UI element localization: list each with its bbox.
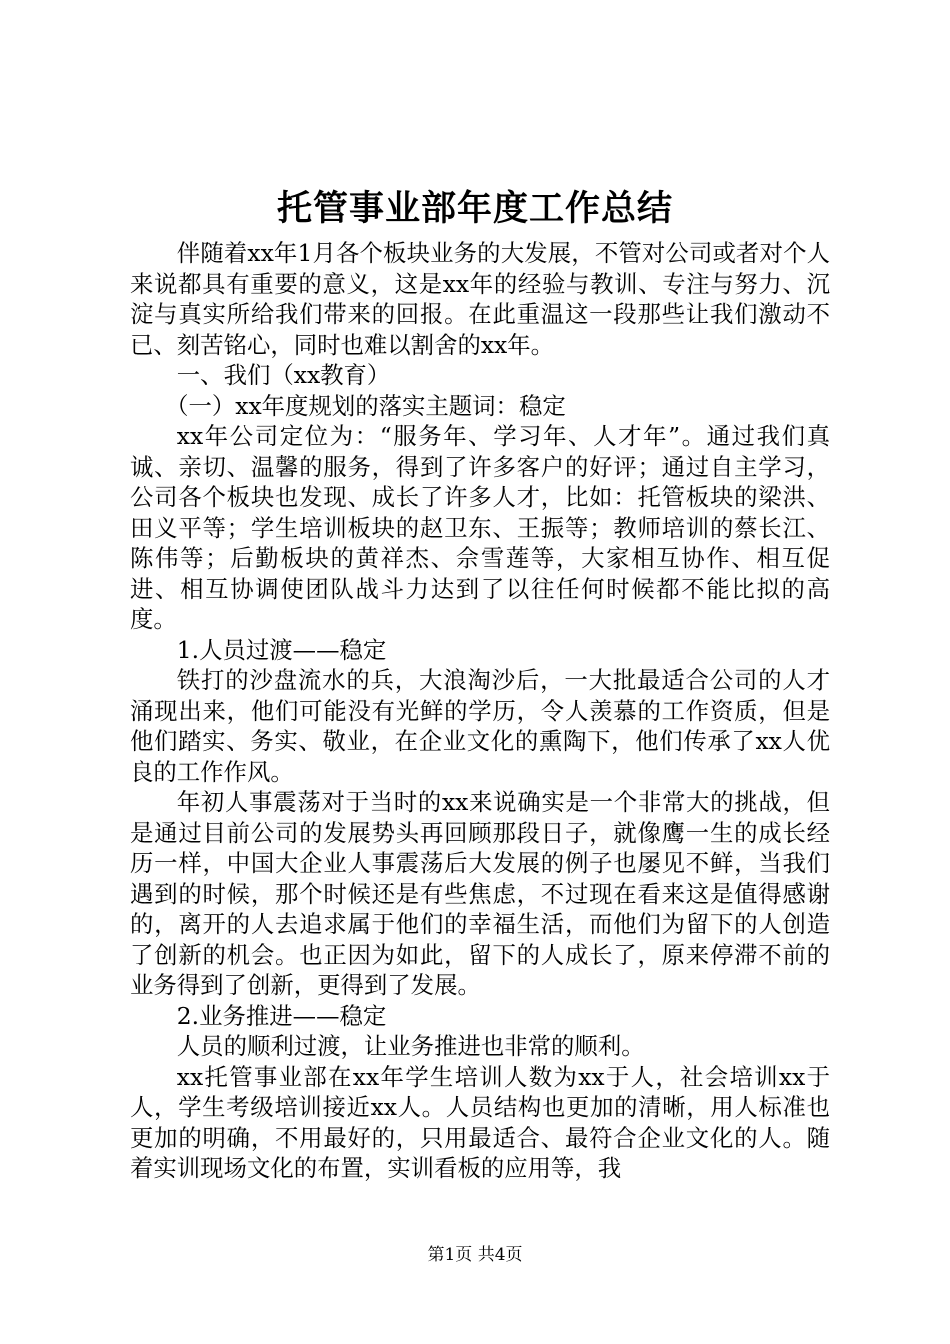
paragraph-training-stats: xx托管事业部在xx年学生培训人数为xx于人，社会培训xx于人，学生考级培训接近xx人。人员结构也更加的清晰，用人标准也更加的明确，不用最好的，只用最适合、最符合企业文化的人。随着实训现场文化的布置，实训看板的应用等，我: [130, 1062, 830, 1182]
paragraph-intro: 伴随着xx年1月各个板块业务的大发展，不管对公司或者对个人来说都具有重要的意义，这是xx年的经验与教训、专注与努力、沉淀与真实所给我们带来的回报。在此重温这一段那些让我们激动不已、刻苦铭心，同时也难以割舍的xx年。: [130, 239, 830, 359]
subsection-heading-1: （一）xx年度规划的落实主题词：稳定: [165, 391, 566, 420]
paragraph-personnel-change: 年初人事震荡对于当时的xx来说确实是一个非常大的挑战，但是通过目前公司的发展势头再回顾那段日子，就像鹰一生的成长经历一样，中国大企业人事震荡后大发展的例子也屡见不鲜，当我们遇到的时候，那个时候还是有些焦虑，不过现在看来这是值得感谢的，离开的人去追求属于他们的幸福生活，而他们为留下的人创造了创新的机会。也正因为如此，留下的人成长了，原来停滞不前的业务得到了创新，更得到了发展。: [130, 788, 830, 999]
item-heading-2: 2.业务推进——稳定: [176, 1001, 387, 1030]
paragraph-personnel: 铁打的沙盘流水的兵，大浪淘沙后，一大批最适合公司的人才涌现出来，他们可能没有光鲜的学历，令人羡慕的工作资质，但是他们踏实、务实、敬业，在企业文化的熏陶下，他们传承了xx人优良的工作作风。: [130, 666, 830, 786]
page-footer: 第1页 共4页: [427, 1245, 523, 1265]
document-body: [130, 238, 830, 1184]
section-heading-1: 一、我们（xx教育）: [176, 361, 391, 389]
item-heading-1: 1.人员过渡——稳定: [176, 635, 387, 664]
paragraph-business-smooth: 人员的顺利过渡，让业务推进也非常的顺利。: [176, 1032, 645, 1060]
paragraph-positioning: xx年公司定位为：“服务年、学习年、人才年”。通过我们真诚、亲切、温馨的服务，得到了许多客户的好评；通过自主学习，公司各个板块也发现、成长了许多人才，比如：托管板块的梁洪、田义平等；学生培训板块的赵卫东、王振等；教师培训的蔡长江、陈伟等；后勤板块的黄祥杰、佘雪莲等，大家相互协作、相互促进、相互协调使团队战斗力达到了以往任何时候都不能比拟的高度。: [130, 422, 830, 633]
document-title: 托管事业部年度工作总结: [276, 188, 673, 229]
